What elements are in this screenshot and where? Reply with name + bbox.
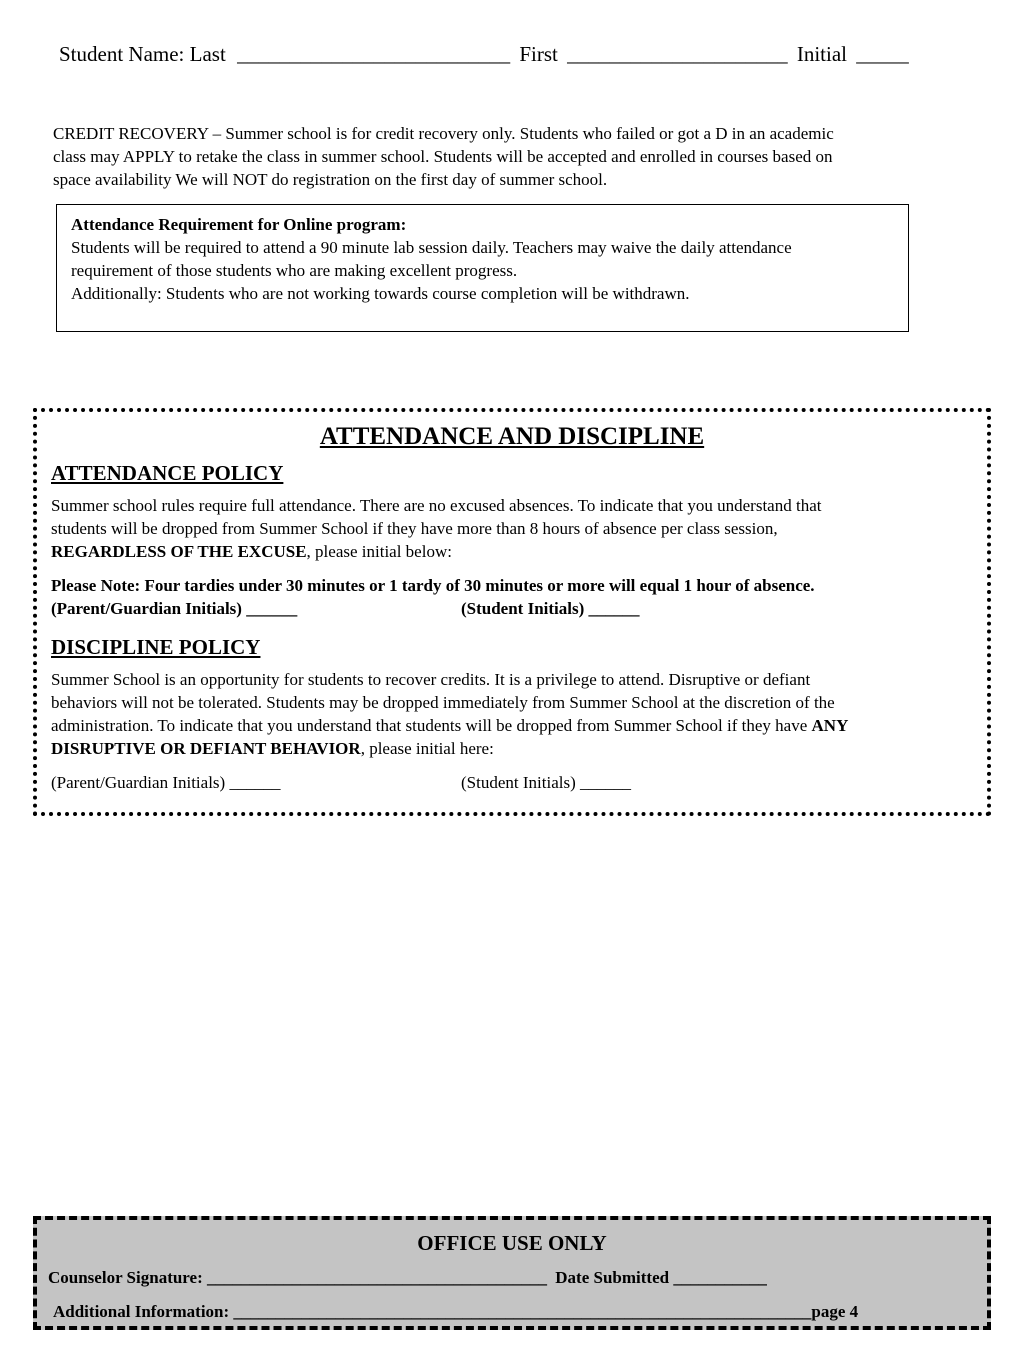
last-name-label: Student Name: Last xyxy=(59,42,226,66)
attendance-policy-text xyxy=(51,494,973,563)
online-requirement-box xyxy=(56,204,909,332)
additional-info-field[interactable]: Additional Information: ____________________________________________________________________ xyxy=(53,1302,812,1321)
initial-label: Initial xyxy=(796,42,847,66)
online-requirement-title: Attendance Requirement for Online program: xyxy=(71,215,407,234)
tardy-note: Please Note: Four tardies under 30 minutes or 1 tardy of 30 minutes or more will equal 1 hour of absence. xyxy=(51,576,815,595)
page-number: page 4 xyxy=(811,1302,859,1321)
attendance-initials-row xyxy=(51,597,973,620)
attendance-student-initials[interactable]: (Student Initials) ______ xyxy=(461,599,640,618)
credit-recovery-paragraph xyxy=(53,122,953,191)
additional-info-row xyxy=(53,1301,858,1323)
office-use-title: OFFICE USE ONLY xyxy=(417,1231,607,1255)
office-use-box xyxy=(33,1216,991,1330)
attendance-line: Summer school rules require full attendance. There are no excused absences. To indicate that you understand that xyxy=(51,496,822,515)
credit-line: class may APPLY to retake the class in summer school. Students will be accepted and enrolled in courses based on xyxy=(53,147,833,166)
credit-line: CREDIT RECOVERY – Summer school is for credit recovery only. Students who failed or got a D in an academic xyxy=(53,124,834,143)
online-requirement-line: Students will be required to attend a 90 minute lab session daily. Teachers may waive the daily attendance xyxy=(71,238,792,257)
discipline-policy-heading: DISCIPLINE POLICY xyxy=(51,635,261,659)
attendance-parent-initials[interactable]: (Parent/Guardian Initials) ______ xyxy=(51,599,298,618)
discipline-initials-row xyxy=(51,771,973,794)
counselor-signature-field[interactable]: Counselor Signature: ________________________________________ xyxy=(48,1268,548,1287)
initial-field[interactable]: _____ xyxy=(856,42,909,66)
initial-here-text: , please initial here: xyxy=(360,739,494,758)
online-requirement-line: requirement of those students who are making excellent progress. xyxy=(71,261,518,280)
credit-line: space availability We will NOT do registration on the first day of summer school. xyxy=(53,170,608,189)
discipline-line: behaviors will not be tolerated. Students may be dropped immediately from Summer School at the discretion of the xyxy=(51,693,835,712)
first-name-label: First xyxy=(519,42,558,66)
counselor-signature-row xyxy=(48,1267,767,1289)
initial-below-text: , please initial below: xyxy=(306,542,452,561)
student-name-line xyxy=(59,42,909,67)
attendance-line: students will be dropped from Summer School if they have more than 8 hours of absence per class session, xyxy=(51,519,778,538)
discipline-line: Summer School is an opportunity for students to recover credits. It is a privilege to attend. Disruptive or defiant xyxy=(51,670,811,689)
last-name-field[interactable]: __________________________ xyxy=(237,42,511,66)
attendance-line xyxy=(51,540,973,563)
discipline-line xyxy=(51,714,973,737)
discipline-policy-text xyxy=(51,668,973,760)
discipline-line-text: administration. To indicate that you understand that students will be dropped from Summer School if they have xyxy=(51,716,812,735)
attendance-policy-heading: ATTENDANCE POLICY xyxy=(51,461,284,485)
first-name-field[interactable]: _____________________ xyxy=(567,42,788,66)
regardless-excuse-text: REGARDLESS OF THE EXCUSE xyxy=(51,542,307,561)
attendance-discipline-section xyxy=(33,408,991,816)
section-title: ATTENDANCE AND DISCIPLINE xyxy=(319,423,705,450)
any-text: ANY xyxy=(811,716,849,735)
online-requirement-line: Additionally: Students who are not working towards course completion will be withdrawn. xyxy=(71,284,690,303)
discipline-student-initials[interactable]: (Student Initials) ______ xyxy=(461,773,631,792)
discipline-line xyxy=(51,737,973,760)
disruptive-behavior-text: DISRUPTIVE OR DEFIANT BEHAVIOR xyxy=(51,739,361,758)
date-submitted-field[interactable]: Date Submitted ___________ xyxy=(555,1268,767,1287)
discipline-parent-initials[interactable]: (Parent/Guardian Initials) ______ xyxy=(51,773,281,792)
